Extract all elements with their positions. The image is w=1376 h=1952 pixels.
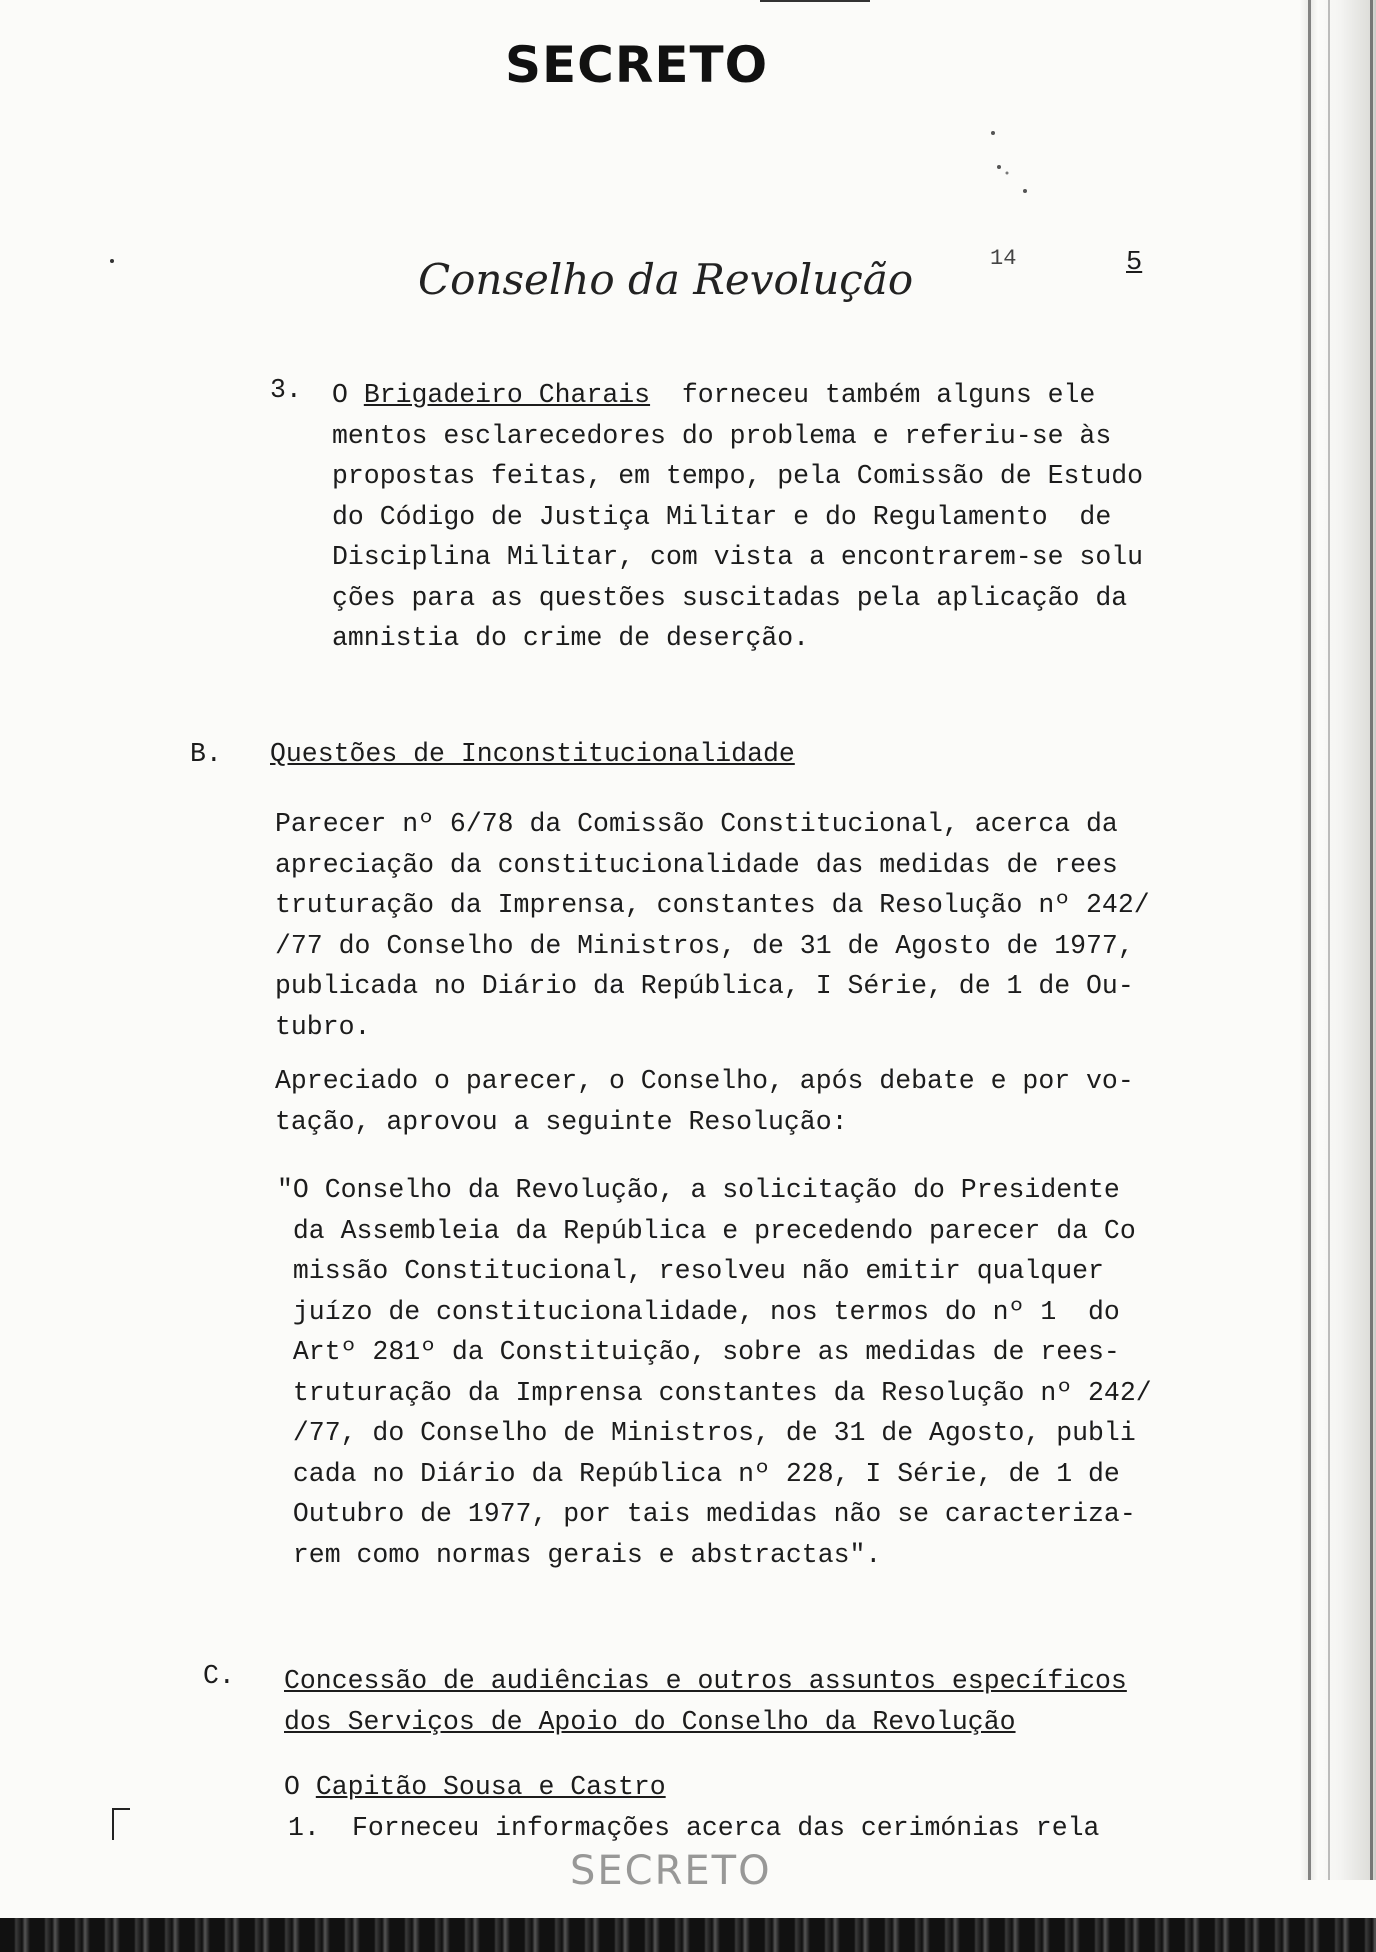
scan-bottom-edge bbox=[0, 1918, 1376, 1952]
corner-bracket-mark bbox=[112, 1808, 130, 1840]
scan-dot bbox=[110, 259, 114, 263]
brigadeiro-charais-name: Brigadeiro Charais bbox=[363, 380, 651, 410]
secret-stamp-top: SECRETO bbox=[505, 36, 769, 94]
section-c-letter: C. bbox=[203, 1661, 235, 1691]
capitao-prefix: O bbox=[284, 1772, 316, 1802]
section-c-title: Concessão de audiências e outros assuntos específicos dos Serviços de Apoio do Conselho da Revolução bbox=[284, 1666, 1127, 1737]
scan-right-edge bbox=[1300, 0, 1376, 1880]
item-3-line1-rest: forneceu também alguns ele bbox=[650, 380, 1096, 410]
section-b-title: Questões de Inconstitucionalidade bbox=[270, 739, 795, 769]
section-b-letter: B. bbox=[190, 739, 222, 769]
secret-stamp-bottom: SECRETO bbox=[570, 1848, 772, 1894]
parecer-paragraph: Parecer nº 6/78 da Comissão Constitucional, acerca da apreciação da constitucionalidade das medidas de rees truturação da Imprensa, constantes da Resolução nº 242/ /77 do Conselho de Ministros, de 31 de Agosto de 1977, publicada no Diário da República, I Série, de 1 de Ou- tubro. bbox=[275, 809, 1150, 1042]
item-3-paragraph bbox=[332, 375, 1143, 659]
page-number: 5 bbox=[1126, 248, 1143, 278]
capitao-heading bbox=[284, 1772, 666, 1802]
top-edge-mark bbox=[760, 0, 870, 2]
item-1-number: 1. bbox=[288, 1813, 320, 1843]
scan-specks bbox=[985, 125, 1045, 235]
scan-edge-line bbox=[1370, 0, 1373, 1880]
item-3-line1-prefix: O bbox=[332, 380, 364, 410]
item-1-text: Forneceu informações acerca das cerimónias rela bbox=[352, 1813, 1100, 1843]
scan-edge-line bbox=[1328, 0, 1330, 1880]
capitao-name: Capitão Sousa e Castro bbox=[315, 1772, 666, 1802]
apreciado-paragraph: Apreciado o parecer, o Conselho, após debate e por vo- tação, aprovou a seguinte Resolução: bbox=[275, 1066, 1134, 1137]
scan-edge-line bbox=[1308, 0, 1311, 1880]
letterhead-title: Conselho da Revolução bbox=[418, 255, 914, 304]
item-3-number: 3. bbox=[270, 375, 302, 405]
resolucao-quote: "O Conselho da Revolução, a solicitação do Presidente da Assembleia da República e precedendo parecer da Co missão Constitucional, resolveu não emitir qualquer juízo de constitucionalidade, nos termos do nº 1 do Artº 281º da Constituição, sobre as medidas de rees- truturação da Imprensa constantes da Resolução nº 242/ /77, do Conselho de Ministros, de 31 de Agosto, publi cada no Diário da República nº 228, I Série, de 1 de Outubro de 1977, por tais medidas não se caracteriza- rem como normas gerais e abstractas". bbox=[277, 1175, 1152, 1570]
item-3-lines: mentos esclarecedores do problema e referiu-se às propostas feitas, em tempo, pela Comissão de Estudo do Código de Justiça Militar e do Regulamento de Disciplina Militar, com vista a encontrarem-se solu ções para as questões suscitadas pela aplicação da amnistia do crime de deserção. bbox=[332, 420, 1144, 653]
corner-mark-text: 14 bbox=[990, 246, 1017, 271]
